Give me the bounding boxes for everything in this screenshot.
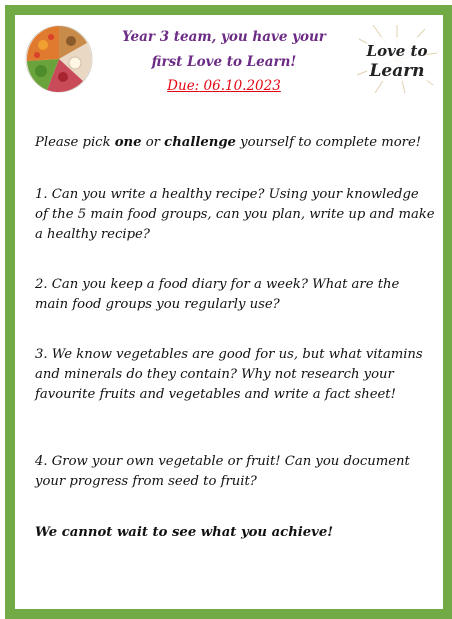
intro-paragraph (35, 133, 435, 153)
love-to-learn-logo (355, 23, 439, 95)
due-label: Due: (167, 78, 200, 94)
intro-mid: or (141, 135, 165, 150)
logo-text-2: Learn (369, 61, 425, 81)
due-date: 06.10.2023 (203, 78, 281, 94)
intro-challenge: challenge (164, 135, 236, 150)
task-3: 3. We know vegetables are good for us, but what vitamins and minerals do they contain? Why not research your favourite fruits and vegetables and write a fact sheet! (35, 347, 423, 402)
healthy-food-plate-icon (25, 25, 93, 93)
title-line-2: first Love to Learn! (151, 54, 297, 70)
due-date-line (95, 78, 353, 94)
task-1: 1. Can you write a healthy recipe? Using your knowledge of the 5 main food groups, can you plan, write up and make a healthy recipe? (35, 187, 435, 242)
intro-prefix: Please pick (35, 135, 115, 150)
intro-one: one (114, 135, 142, 150)
task-4: 4. Grow your own vegetable or fruit! Can you document your progress from seed to fruit? (35, 454, 410, 489)
closing-line: We cannot wait to see what you achieve! (35, 525, 334, 540)
logo-text-1: Love to (366, 42, 428, 60)
title-line-1: Year 3 team, you have your (122, 29, 326, 45)
intro-suffix: yourself to complete more! (235, 135, 422, 150)
task-2: 2. Can you keep a food diary for a week? What are the main food groups you regularly use? (35, 277, 400, 312)
page-border (5, 5, 452, 619)
